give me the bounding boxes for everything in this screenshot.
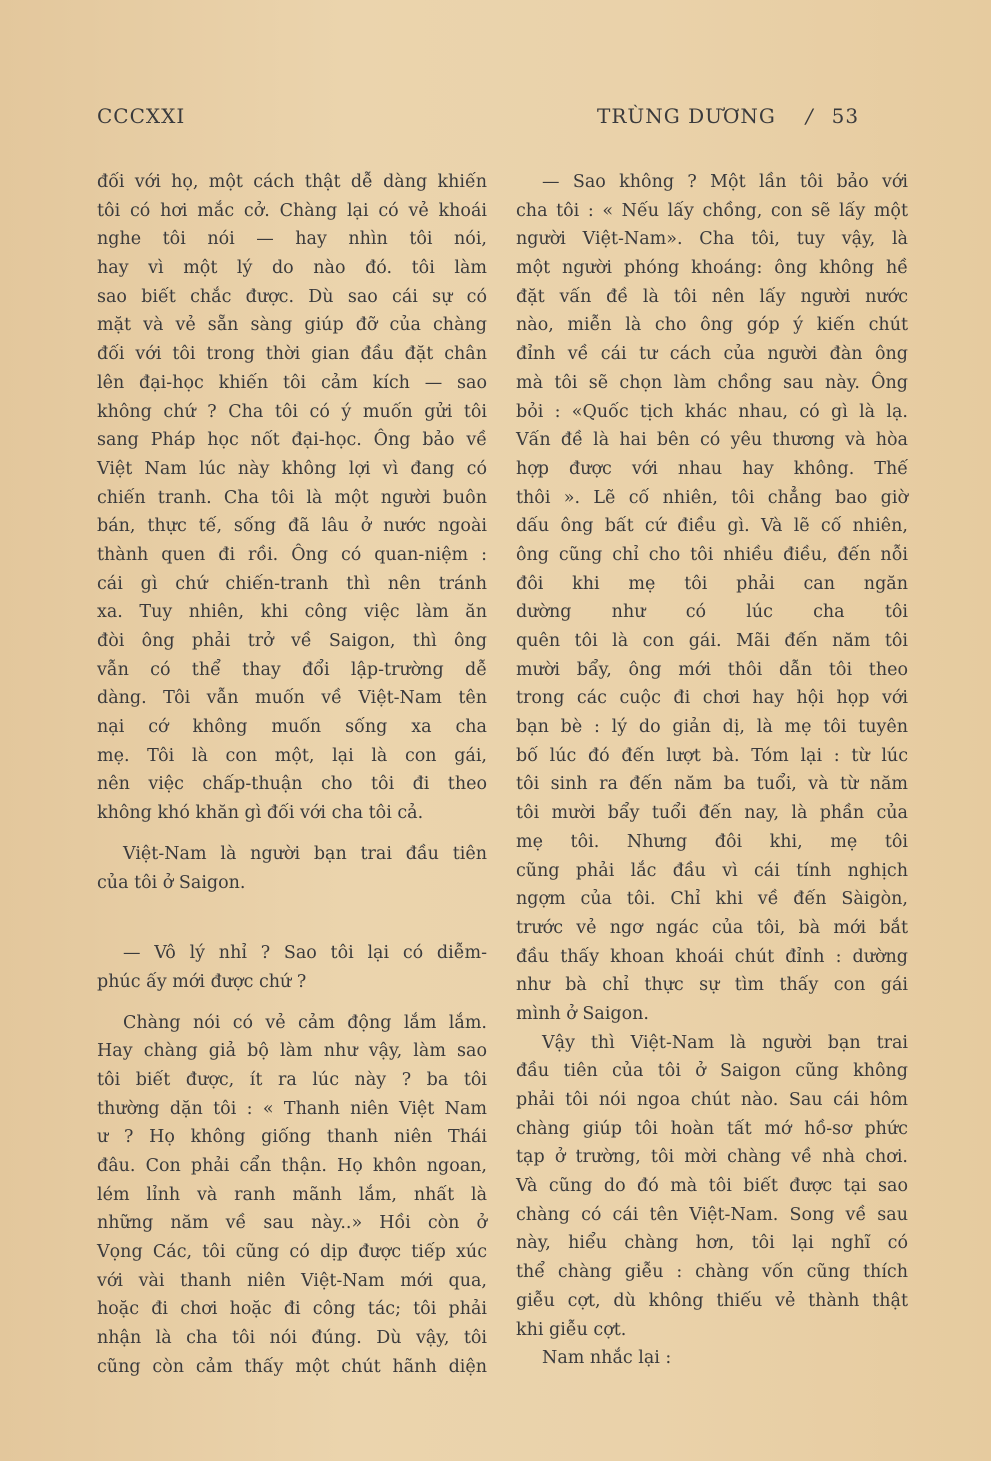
text-line: nghe tôi nói — hay nhìn tôi nói, [97, 229, 487, 250]
text-line: dường như có lúc cha tôi [516, 602, 908, 623]
text-line: giễu cợt, dù không thiếu vẻ thành thật [516, 1290, 908, 1311]
text-line: sang Pháp học nốt đại-học. Ông bảo về [97, 430, 487, 451]
text-line: những năm về sau này..» Hồi còn ở [97, 1213, 487, 1234]
text-line: dấu ông bất cứ điều gì. Và lẽ cố nhiên, [516, 516, 908, 537]
text-line: đòi ông phải trở về Saigon, thì ông [97, 631, 487, 651]
text-line: phải tôi nói ngoa chút nào. Sau cái hôm [516, 1090, 908, 1110]
right-column [516, 168, 908, 1373]
text-line: hợp được với nhau hay không. Thế [516, 458, 908, 479]
text-line: bán, thực tế, sống đã lâu ở nước ngoài [97, 516, 487, 537]
text-line: bỏi : «Quốc tịch khác nhau, có gì là lạ. [516, 401, 908, 422]
text-line: của tôi ở Saigon. [97, 872, 246, 893]
text-line: tôi mười bẩy tuổi đến nay, là phần của [516, 803, 908, 824]
text-line: Chàng nói có vẻ cảm động lắm lắm. [123, 1012, 487, 1033]
text-line: không khó khăn gì đối với cha tôi cả. [97, 803, 424, 824]
text-line: chàng có cái tên Việt-Nam. Song về sau [516, 1204, 908, 1225]
text-line: cũng còn cảm thấy một chút hãnh diện [97, 1356, 487, 1377]
text-line: tôi sinh ra đến năm ba tuổi, và từ năm [516, 774, 908, 795]
text-line: dàng. Tôi vẫn muốn về Việt-Nam tên [97, 688, 487, 709]
left-column [97, 168, 487, 1382]
text-line: sao biết chắc được. Dù sao cái sự có [97, 286, 487, 307]
text-line: Hay chàng giả bộ làm như vậy, làm sao [97, 1041, 487, 1062]
text-line: đầu tiên của tôi ở Saigon cũng không [516, 1061, 908, 1082]
text-line: nhận là cha tôi nói đúng. Dù vậy, tôi [97, 1328, 487, 1349]
text-line: mẹ. Tôi là con một, lại là con gái, [97, 745, 487, 766]
text-line: đối với họ, một cách thật dễ dàng khiến [97, 172, 487, 192]
text-line: Việt-Nam là người bạn trai đầu tiên [123, 843, 487, 864]
header-title: TRÙNG DƯƠNG [597, 104, 776, 128]
text-line: lên đại-học khiến tôi cảm kích — sao [97, 372, 487, 393]
text-line: đối với tôi trong thời gian đầu đặt chân [97, 344, 487, 365]
text-line: ư ? Họ không giống thanh niên Thái [97, 1127, 487, 1148]
text-line: đầu thấy khoan khoái chút đỉnh : dường [516, 946, 908, 967]
text-line: chàng giúp tôi hoàn tất mớ hồ-sơ phức [516, 1118, 908, 1139]
text-line: mười bẩy, ông mới thôi dẫn tôi theo [516, 659, 908, 680]
text-line: tôi có hơi mắc cở. Chàng lại có vẻ khoái [97, 200, 487, 221]
text-line: như bà chỉ thực sự tìm thấy con gái [516, 975, 908, 996]
text-line: cái gì chứ chiến-tranh thì nên tránh [97, 573, 487, 594]
text-line: Vọng Các, tôi cũng có dịp được tiếp xúc [97, 1242, 487, 1263]
text-line: người Việt-Nam». Cha tôi, tuy vậy, là [516, 229, 908, 250]
text-line: đâu. Con phải cẩn thận. Họ khôn ngoan, [97, 1156, 487, 1176]
page-number: 53 [831, 104, 860, 128]
text-line: thường dặn tôi : « Thanh niên Việt Nam [97, 1098, 487, 1119]
text-line: tạp ở trường, tôi mời chàng về nhà chơi. [516, 1147, 908, 1168]
text-line: đôi khi mẹ tôi phải can ngăn [516, 573, 908, 594]
text-line: hoặc đi chơi hoặc đi công tác; tôi phải [97, 1299, 487, 1320]
text-line: quên tôi là con gái. Mãi đến năm tôi [516, 631, 908, 651]
text-line: với vài thanh niên Việt-Nam mới qua, [97, 1270, 487, 1291]
text-line: Nam nhắc lại : [542, 1348, 672, 1369]
text-line: Việt Nam lúc này không lợi vì đang có [97, 458, 487, 479]
text-line: bạn bè : lý do giản dị, là mẹ tôi tuyên [516, 717, 908, 738]
text-line: mẹ tôi. Nhưng đôi khi, mẹ tôi [516, 831, 908, 852]
text-line: tôi biết được, ít ra lúc này ? ba tôi [97, 1069, 487, 1090]
text-line: nại cớ không muốn sống xa cha [97, 717, 487, 738]
text-line: đặt vấn đề là tôi nên lấy người nước [516, 286, 908, 307]
text-line: ông cũng chỉ cho tôi nhiều điều, đến nỗi [516, 544, 908, 565]
text-line: lém lỉnh và ranh mãnh lắm, nhất là [97, 1184, 487, 1205]
text-line: này, hiểu chàng hơn, tôi lại nghĩ có [516, 1233, 908, 1254]
text-line: Vấn đề là hai bên có yêu thương và hòa [516, 430, 908, 451]
text-line: khi giễu cợt. [516, 1319, 627, 1340]
text-line: không chứ ? Cha tôi có ý muốn gửi tôi [97, 401, 487, 422]
running-header-right [597, 104, 859, 128]
text-line: nên việc chấp-thuận cho tôi đi theo [97, 774, 487, 795]
text-line: bố lúc đó đến lượt bà. Tóm lại : từ lúc [516, 745, 908, 766]
text-line: thành quen đi rồi. Ông có quan-niệm : [97, 544, 487, 565]
text-line: một người phóng khoáng: ông không hề [516, 258, 908, 279]
text-line: phúc ấy mới được chứ ? [97, 971, 307, 992]
text-line: ngợm của tôi. Chỉ khi về đến Sàigòn, [516, 889, 908, 910]
text-line: thôi ». Lẽ cố nhiên, tôi chẳng bao giờ [516, 487, 908, 508]
running-header-left: CCCXXI [97, 104, 186, 128]
text-line: trước vẻ ngơ ngác của tôi, bà mới bắt [516, 917, 908, 938]
text-line: đỉnh về cái tư cách của người đàn ông [516, 344, 908, 365]
text-line: — Vô lý nhỉ ? Sao tôi lại có diễm- [123, 943, 487, 964]
text-line: xa. Tuy nhiên, khi công việc làm ăn [97, 602, 487, 623]
text-line: Vậy thì Việt-Nam là người bạn trai [542, 1032, 908, 1053]
text-line: mặt và vẻ sẵn sàng giúp đỡ của chàng [97, 315, 487, 336]
text-line: chiến tranh. Cha tôi là một người buôn [97, 487, 487, 508]
text-line: Và cũng do đó mà tôi biết được tại sao [516, 1176, 908, 1197]
text-line: nào, miễn là cho ông góp ý kiến chút [516, 315, 908, 336]
text-line: mình ở Saigon. [516, 1003, 649, 1024]
text-line: vẫn có thể thay đổi lập-trường dễ [97, 659, 487, 680]
text-line: trong các cuộc đi chơi hay hội họp với [516, 688, 908, 709]
text-line: thể chàng giễu : chàng vốn cũng thích [516, 1262, 908, 1283]
text-line: cũng phải lắc đầu vì cái tính nghịch [516, 860, 908, 881]
text-line: hay vì một lý do nào đó. tôi làm [97, 258, 487, 279]
header-separator: / [805, 104, 814, 128]
text-line: — Sao không ? Một lần tôi bảo với [542, 172, 908, 192]
text-line: mà tôi sẽ chọn làm chồng sau này. Ông [516, 372, 908, 393]
text-line: cha tôi : « Nếu lấy chồng, con sẽ lấy một [516, 200, 908, 221]
